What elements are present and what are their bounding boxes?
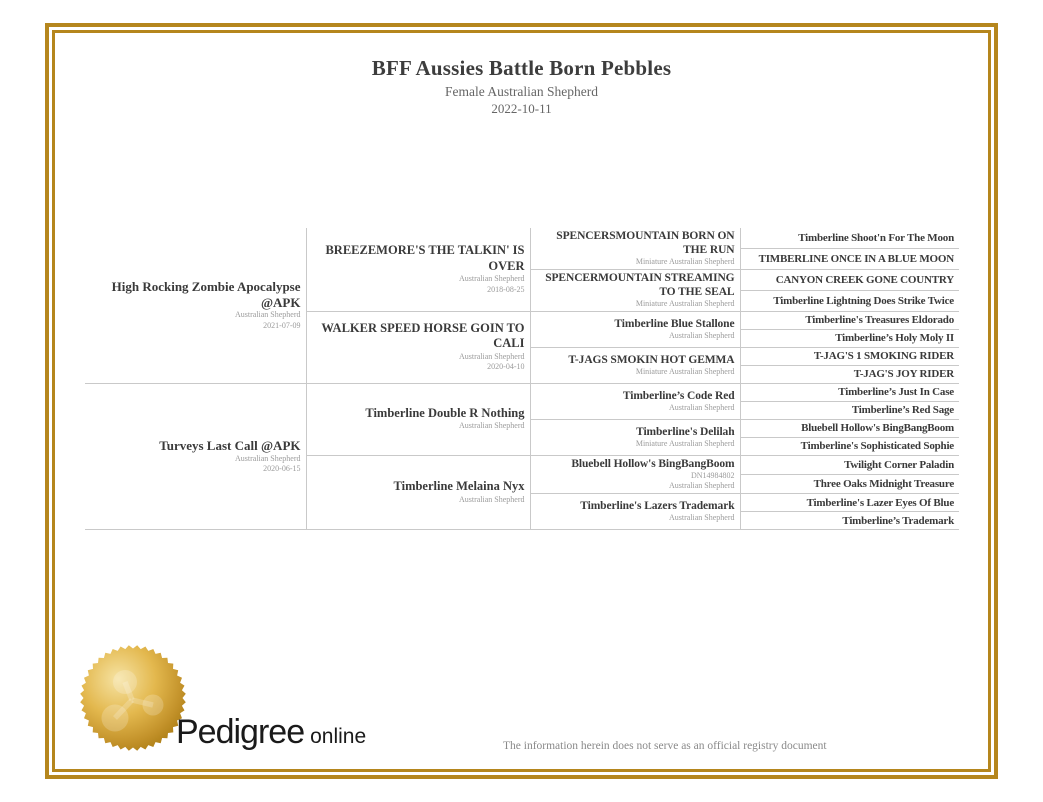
dog-breed: Australian Shepherd [458, 351, 525, 361]
dog-name: Three Oaks Midnight Treasure [813, 477, 954, 490]
dog-reg-number: DN14984802 [690, 470, 735, 480]
dog-name: T-JAG'S JOY RIDER [853, 368, 954, 380]
dog-name: T-JAG'S 1 SMOKING RIDER [813, 350, 954, 362]
pedigree-cell [740, 419, 959, 437]
dog-breed: Australian Shepherd [668, 481, 735, 491]
dog-name: Timberline’s Code Red [622, 389, 735, 402]
dog-breed: Miniature Australian Shepherd [635, 438, 735, 448]
brand-suffix: online [310, 725, 367, 748]
dog-name: Turveys Last Call @APK [159, 437, 301, 453]
dog-name: WALKER SPEED HORSE GOIN TO CALI [321, 321, 525, 351]
dog-name: Timberline Lightning Does Strike Twice [773, 294, 954, 307]
dog-breed: Australian Shepherd [458, 273, 525, 283]
dog-name: Timberline's Lazers Trademark [580, 500, 735, 513]
dog-name: Timberline's Treasures Eldorado [805, 314, 954, 326]
pedigree-cell [530, 419, 740, 455]
pedigree-cell [530, 494, 740, 530]
dog-name: Timberline’s Just In Case [838, 386, 954, 398]
pedigree-row [85, 228, 959, 249]
dog-name: Timberline’s Trademark [842, 514, 954, 527]
dog-name: Timberline’s Holy Moly II [835, 332, 954, 344]
dog-name: CANYON CREEK GONE COUNTRY [775, 273, 954, 286]
pedigree-cell-dam [85, 383, 306, 530]
pedigree-cell [740, 249, 959, 270]
pedigree-cell [306, 383, 530, 455]
dog-name: Timberline’s Red Sage [851, 404, 954, 416]
pedigree-cell [740, 329, 959, 347]
pedigree-cell [306, 455, 530, 530]
dog-name: Twilight Corner Paladin [844, 458, 954, 471]
dog-breed: Miniature Australian Shepherd [635, 257, 735, 267]
pedigree-cell [740, 437, 959, 455]
dog-breed: Australian Shepherd [668, 402, 735, 412]
dog-breed: Australian Shepherd [234, 310, 301, 320]
dog-name: Timberline's Delilah [636, 425, 735, 438]
dog-breed: Australian Shepherd [668, 330, 735, 340]
dog-breed: Australian Shepherd [458, 494, 525, 504]
pedigree-cell [740, 494, 959, 512]
pedigree-cell [306, 311, 530, 383]
pedigree-online-logotype [176, 713, 366, 752]
pedigree-cell [306, 228, 530, 311]
pedigree-cell [740, 365, 959, 383]
pedigree-cell [530, 311, 740, 347]
subject-birthdate: 2022-10-11 [491, 101, 552, 116]
dog-name: Timberline's Sophisticated Sophie [800, 440, 954, 452]
dog-breed: Miniature Australian Shepherd [635, 298, 735, 308]
pedigree-cell [740, 401, 959, 419]
dog-name: SPENCERSMOUNTAIN BORN ON THE RUN [556, 230, 735, 257]
dog-name: SPENCERMOUNTAIN STREAMING TO THE SEAL [545, 271, 735, 298]
subject-sex-breed: Female Australian Shepherd [445, 84, 598, 99]
dog-name: Bluebell Hollow's BingBangBoom [801, 422, 954, 434]
dog-breed: Miniature Australian Shepherd [635, 366, 735, 376]
dog-dob: 2018-08-25 [487, 284, 525, 294]
dog-name: Timberline's Lazer Eyes Of Blue [806, 496, 954, 509]
brand-name: Pedigree [176, 713, 305, 751]
dog-dob: 2020-04-10 [487, 362, 525, 372]
dog-name: Timberline Blue Stallone [614, 317, 735, 330]
pedigree-cell-sire [85, 228, 306, 383]
dog-dob: 2021-07-09 [263, 321, 301, 331]
pedigree-cell [530, 455, 740, 494]
dog-breed: Australian Shepherd [458, 421, 525, 431]
dog-name: TIMBERLINE ONCE IN A BLUE MOON [758, 252, 954, 265]
gold-seal-icon [78, 643, 188, 753]
pedigree-cell [530, 347, 740, 383]
dog-breed: Australian Shepherd [668, 513, 735, 523]
page-title: BFF Aussies Battle Born Pebbles [371, 56, 672, 80]
dog-name: High Rocking Zombie Apocalypse @APK [111, 278, 301, 310]
pedigree-cell [530, 269, 740, 311]
dog-name: Timberline Double R Nothing [365, 406, 525, 421]
pedigree-cell [740, 383, 959, 401]
dog-dob: 2020-06-15 [263, 464, 301, 474]
pedigree-row [85, 383, 959, 401]
dog-name: BREEZEMORE'S THE TALKIN' IS OVER [325, 243, 525, 273]
pedigree-cell [740, 311, 959, 329]
pedigree-cell [740, 455, 959, 474]
pedigree-cell [740, 474, 959, 493]
pedigree-cell [740, 269, 959, 290]
pedigree-cell [740, 290, 959, 311]
pedigree-cell [530, 228, 740, 269]
pedigree-cell [740, 512, 959, 530]
pedigree-cell [530, 383, 740, 419]
dog-name: Timberline Melaina Nyx [393, 479, 525, 494]
pedigree-table [85, 228, 959, 530]
dog-name: T-JAGS SMOKIN HOT GEMMA [568, 353, 735, 366]
dog-breed: Australian Shepherd [234, 453, 301, 463]
dog-name: Bluebell Hollow's BingBangBoom [571, 457, 735, 470]
document-header [0, 56, 1043, 117]
disclaimer-text: The information herein does not serve as an official registry document [503, 740, 827, 752]
dog-name: Timberline Shoot'n For The Moon [798, 231, 954, 244]
pedigree-cell [740, 347, 959, 365]
pedigree-cell [740, 228, 959, 249]
